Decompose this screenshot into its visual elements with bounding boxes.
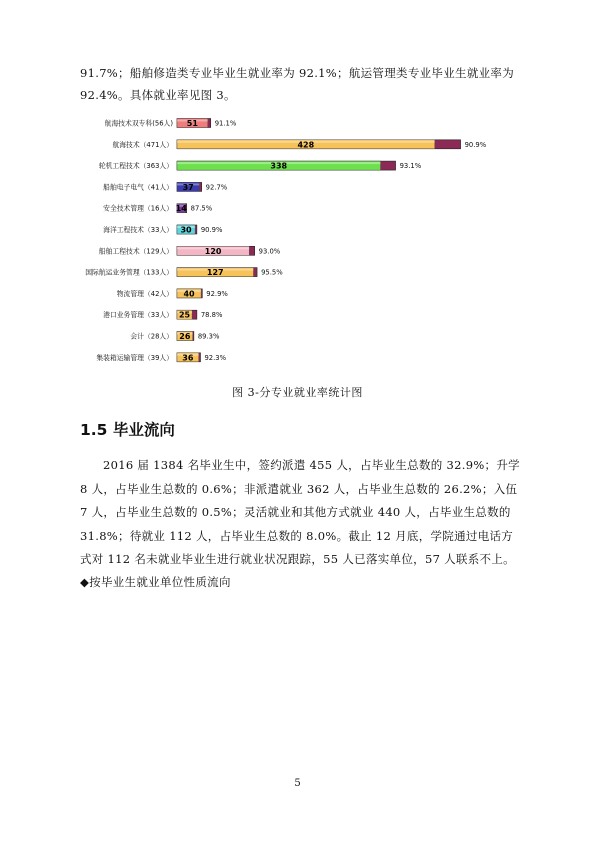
value-label: 26 xyxy=(179,332,191,341)
category-label: 国际航运业务管理（133人） xyxy=(85,268,173,277)
category-label: 集装箱运输管理（39人） xyxy=(96,353,173,362)
category-label: 航海技术双专科(56人) xyxy=(104,119,173,128)
chart-canvas xyxy=(0,112,595,374)
category-label: 航海技术（471人） xyxy=(112,140,173,149)
section-paragraph: 2016 届 1384 名毕业生中，签约派遣 455 人，占毕业生总数的 32.9%；升学 8 人，占毕业生总数的 0.6%；非派遣就业 362 人，占毕业生总数的 26.2%；入伍 7 人，占毕业生总数的 0.5%；灵活就业和其他方式就业 440 人，占毕业生总数的 31.8%；待就业 112 人，占毕业生总数的 8.0%。截止 12 月底，学院通过电话方式对 112 名未就业毕业生进行就业状况跟踪，55 人已落实单位，57 人联系不上。 xyxy=(80,458,520,566)
bullet-item: ◆按毕业生就业单位性质流向 xyxy=(80,575,231,589)
value-label: 127 xyxy=(206,268,224,278)
intro-paragraph xyxy=(80,62,520,106)
value-label: 14 xyxy=(175,204,187,214)
intro-line-2: 92.4%。具体就业率见图 3。 xyxy=(80,88,236,102)
rate-label: 95.5% xyxy=(261,268,283,277)
employment-rate-chart xyxy=(0,112,595,374)
rate-label: 93.1% xyxy=(399,162,422,171)
category-label: 海洋工程技术（33人） xyxy=(103,226,173,234)
category-label: 安全技术管理（16人） xyxy=(103,204,173,213)
section-heading: 1.5 毕业流向 xyxy=(80,421,175,439)
value-label: 51 xyxy=(186,119,198,128)
rate-label: 87.5% xyxy=(190,204,213,213)
rate-label: 92.7% xyxy=(205,183,228,192)
intro-line-1: 91.7%；船舶修造类专业毕业生就业率为 92.1%；航运管理类专业毕业生就业率为 xyxy=(80,66,515,80)
rate-label: 89.3% xyxy=(197,332,220,341)
rate-label: 91.1% xyxy=(214,119,237,128)
rate-label: 78.8% xyxy=(200,311,223,320)
figure-caption: 图 3-分专业就业率统计图 xyxy=(232,386,363,399)
category-label: 物流管理（42人） xyxy=(116,289,173,298)
value-label: 120 xyxy=(204,246,222,256)
value-label: 37 xyxy=(182,182,194,192)
rate-label: 93.0% xyxy=(258,247,281,256)
value-label: 428 xyxy=(297,140,315,150)
rate-label: 90.9% xyxy=(464,140,487,149)
rate-label: 92.9% xyxy=(206,289,228,298)
category-label: 港口业务管理（33人） xyxy=(103,311,173,320)
category-label: 船舶电子电气（41人） xyxy=(103,183,173,192)
value-label: 36 xyxy=(182,353,194,363)
rate-label: 92.3% xyxy=(204,353,227,362)
category-label: 会计（28人） xyxy=(130,332,173,341)
category-label: 轮机工程技术（363人） xyxy=(98,162,173,171)
value-label: 338 xyxy=(270,161,288,171)
value-label: 30 xyxy=(180,225,192,235)
rate-label: 90.9% xyxy=(200,226,223,234)
value-label: 40 xyxy=(183,289,195,299)
value-label: 25 xyxy=(178,310,191,320)
page-number: 5 xyxy=(294,778,301,789)
category-label: 船舶工程技术（129人） xyxy=(98,247,173,256)
